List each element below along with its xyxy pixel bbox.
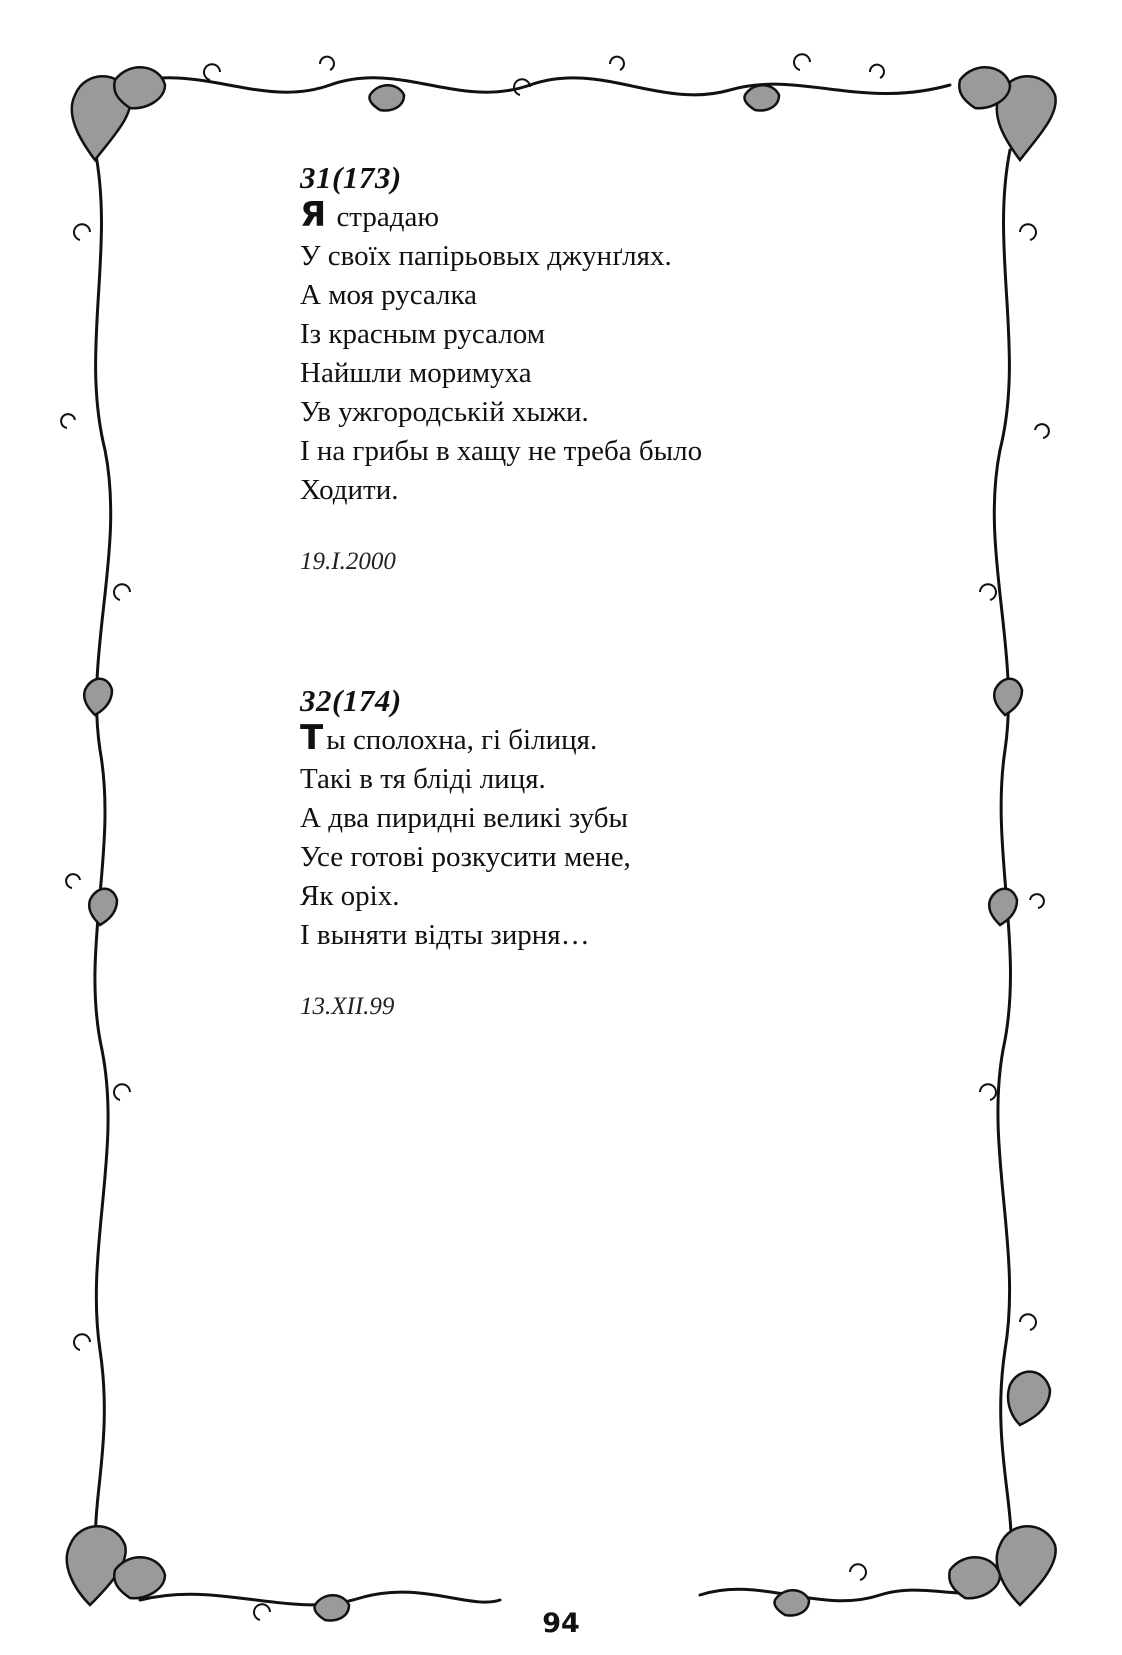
poem-line: А два пиридні великі зубы <box>300 802 629 834</box>
poem-first-line <box>300 718 820 760</box>
poem-line: Ув ужгородській хыжи. <box>300 396 589 428</box>
page-number: 94 <box>542 1608 580 1639</box>
poem-first-line-text: страдаю <box>329 201 439 233</box>
poem-date: 19.I.2000 <box>300 548 396 575</box>
poem-31 <box>300 160 820 577</box>
poem-lines <box>300 237 820 510</box>
poem-first-line-text: ы сполохна, гі білиця. <box>326 724 598 756</box>
drop-initial: Я <box>300 195 327 235</box>
poem-line: Найшли моримуха <box>300 357 532 389</box>
poem-line: Із красным русалом <box>300 318 546 350</box>
poem-line: Ходити. <box>300 474 399 506</box>
poem-line: У своїх папірьовых джунґлях. <box>300 240 672 272</box>
poem-line: І выняти відты зирня… <box>300 919 590 951</box>
poem-number: 32(174) <box>300 683 402 718</box>
poem-number: 31(173) <box>300 160 402 195</box>
poem-lines <box>300 760 820 955</box>
drop-initial: Т <box>300 718 324 758</box>
poem-line: І на грибы в хащу не треба было <box>300 435 703 467</box>
poem-line: Усе готові розкусити мене, <box>300 841 631 873</box>
poem-first-line <box>300 195 820 237</box>
poem-32 <box>300 683 820 1022</box>
poem-line: Такі в тя бліді лиця. <box>300 763 546 795</box>
poem-line: А моя русалка <box>300 279 478 311</box>
poem-date: 13.XII.99 <box>300 993 395 1020</box>
poem-line: Як оріх. <box>300 880 400 912</box>
